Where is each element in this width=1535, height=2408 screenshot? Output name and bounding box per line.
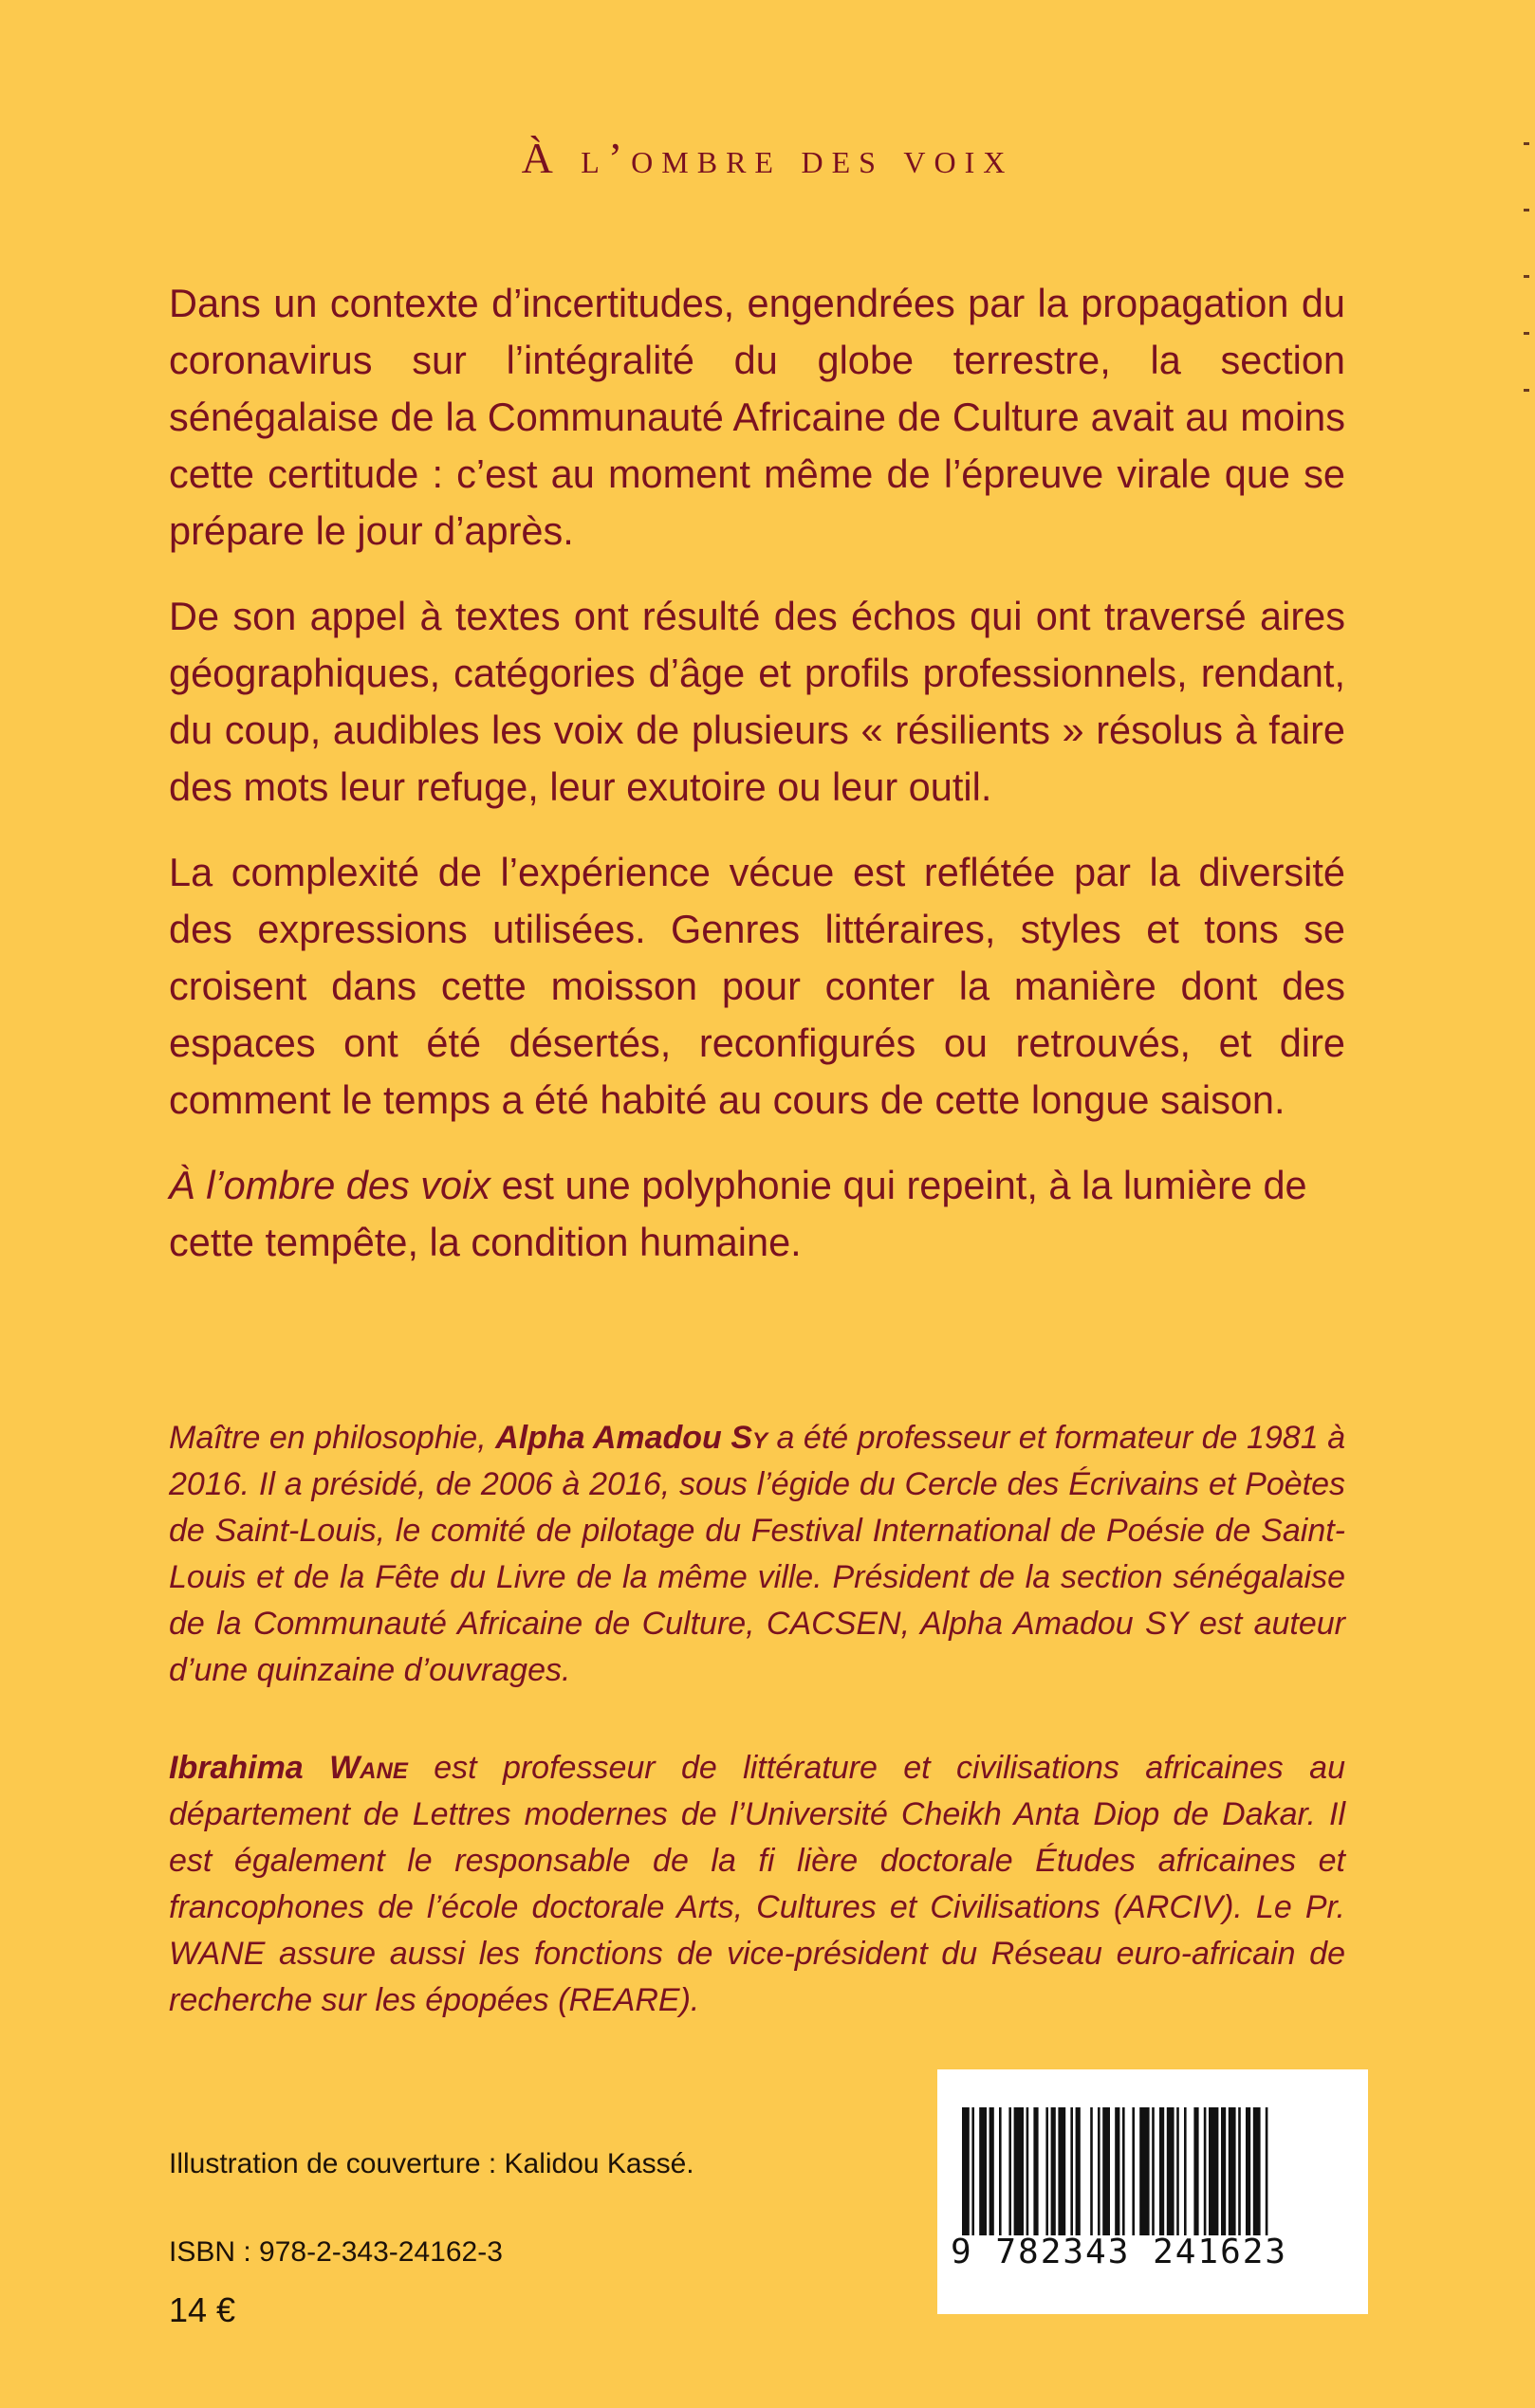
illustration-credit: Illustration de couverture : Kalidou Kassé. bbox=[169, 2148, 694, 2179]
barcode bbox=[937, 2069, 1368, 2314]
barcode-bars bbox=[962, 2107, 1341, 2235]
closing-text: est une polyphonie qui repeint, à la lumière de cette tempête, la condition humaine. bbox=[169, 1163, 1307, 1264]
author-bio-wane bbox=[169, 1745, 1345, 2024]
title-reference: À l’ombre des voix bbox=[169, 1163, 491, 1207]
author-name-sy-last: Sy bbox=[731, 1420, 768, 1456]
author-bio-sy bbox=[169, 1415, 1345, 1694]
author-name-sy-first: Alpha Amadou bbox=[495, 1420, 731, 1456]
author-name-wane-last: Wane bbox=[329, 1750, 408, 1786]
blurb-paragraph-4 bbox=[169, 1157, 1345, 1271]
spine-edge-marks bbox=[1520, 133, 1535, 417]
book-title: À l’ombre des voix bbox=[521, 134, 1014, 182]
blurb-paragraph-3: La complexité de l’expérience vécue est reflétée par la diversité des expressions utilisées. Genres littéraires, styles et tons se croisent dans cette moisson pour conter la manière dont des espaces ont été désertés, reconfigurés ou retrouvés, et dire comment le temps a été habité au cours de cette longue saison. bbox=[169, 850, 1345, 1122]
blurb bbox=[169, 275, 1345, 1299]
bio1-text: a été professeur et formateur de 1981 à 2016. Il a présidé, de 2006 à 2016, sous l’égide du Cercle des Écrivains et Poètes de Saint-Louis, le comité de pilotage du Festival International de Poésie de Saint-Louis et de la Fête du Livre de la même ville. Président de la section sénégalaise de la Communauté Africaine de Culture, CACSEN, Alpha Amadou SY est auteur d’une quinzaine d’ouvrages. bbox=[169, 1420, 1346, 1688]
author-name-wane bbox=[169, 1750, 408, 1786]
barcode-number: 9 782343 241623 bbox=[951, 2233, 1288, 2271]
price: 14 € bbox=[169, 2290, 236, 2329]
blurb-paragraph-1: Dans un contexte d’incertitudes, engendrées par la propagation du coronavirus sur l’intégralité du globe terrestre, la section sénégalaise de la Communauté Africaine de Culture avait au moins cette certitude : c’est au moment même de l’épreuve virale que se prépare le jour d’après. bbox=[169, 281, 1345, 553]
bio1-intro: Maître en philosophie, bbox=[169, 1420, 496, 1456]
blurb-paragraph-2: De son appel à textes ont résulté des échos qui ont traversé aires géographiques, catégories d’âge et profils professionnels, rendant, du coup, audibles les voix de plusieurs « résilients » résolus à faire des mots leur refuge, leur exutoire ou leur outil. bbox=[169, 594, 1345, 809]
author-name-wane-first: Ibrahima bbox=[169, 1750, 330, 1786]
isbn: ISBN : 978-2-343-24162-3 bbox=[169, 2236, 503, 2268]
bio2-text: est professeur de littérature et civilisations africaines au département de Lettres modernes de l’Université Cheikh Anta Diop de Dakar. Il est également le responsable de la fi lière doctorale Études africaines et francophones de l’école doctorale Arts, Cultures et Civilisations (ARCIV). Le Pr. WANE assure aussi les fonctions de vice-président du Réseau euro-africain de recherche sur les épopées (REARE). bbox=[169, 1750, 1345, 2018]
author-name-sy bbox=[495, 1420, 768, 1456]
